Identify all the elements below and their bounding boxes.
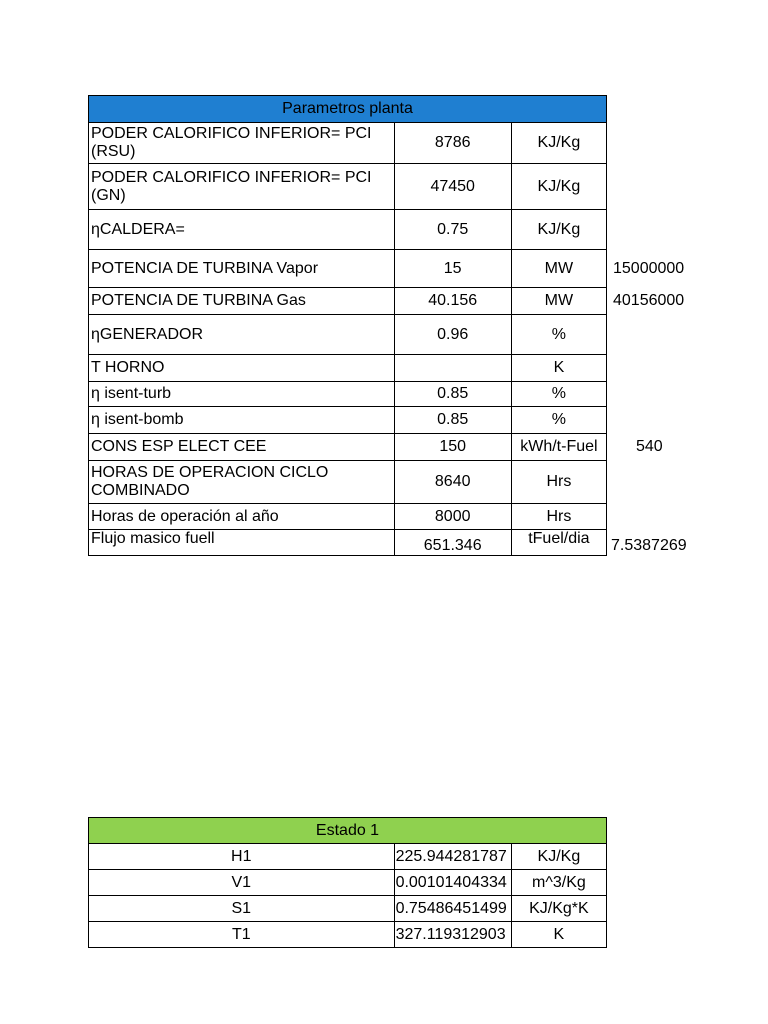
param-unit-cell[interactable]: % — [511, 407, 606, 434]
param-unit-cell[interactable]: tFuel/dia — [511, 530, 606, 556]
state-name-cell[interactable]: S1 — [89, 896, 395, 922]
state-row-t1 — [89, 922, 607, 948]
param-name-cell[interactable]: PODER CALORIFICO INFERIOR= PCI (RSU) — [89, 123, 395, 164]
param-name-cell[interactable]: CONS ESP ELECT CEE — [89, 434, 395, 461]
state-row-s1 — [89, 896, 607, 922]
state-unit-cell[interactable]: KJ/Kg — [511, 844, 606, 870]
param-unit-cell[interactable]: KJ/Kg — [511, 210, 606, 250]
param-value-cell[interactable] — [394, 355, 511, 382]
params-row-eta-generador — [89, 315, 607, 355]
param-unit-cell[interactable]: K — [511, 355, 606, 382]
params-row-horas-ano — [89, 504, 607, 530]
param-value-cell[interactable]: 8640 — [394, 461, 511, 504]
param-value-cell[interactable]: 40.156 — [394, 288, 511, 315]
params-row-horas-ciclo — [89, 461, 607, 504]
state-name-cell[interactable]: T1 — [89, 922, 395, 948]
params-row-isent-turb — [89, 382, 607, 407]
state-1-table — [88, 817, 607, 948]
param-value-cell[interactable]: 150 — [394, 434, 511, 461]
param-unit-cell[interactable]: MW — [511, 250, 606, 288]
param-unit-cell[interactable]: % — [511, 315, 606, 355]
state-unit-cell[interactable]: KJ/Kg*K — [511, 896, 606, 922]
param-unit-cell[interactable]: MW — [511, 288, 606, 315]
param-value-cell[interactable]: 0.96 — [394, 315, 511, 355]
state-value-cell[interactable]: 225.944281787 — [394, 844, 511, 870]
param-value-cell[interactable]: 8786 — [394, 123, 511, 164]
params-row-pci-rsu — [89, 123, 607, 164]
params-row-isent-bomb — [89, 407, 607, 434]
side-value-turbina-gas[interactable]: 40156000 — [613, 292, 685, 309]
param-unit-cell[interactable]: Hrs — [511, 461, 606, 504]
state-row-h1 — [89, 844, 607, 870]
params-row-pci-gn — [89, 164, 607, 210]
state-unit-cell[interactable]: K — [511, 922, 606, 948]
param-unit-cell[interactable]: Hrs — [511, 504, 606, 530]
params-row-t-horno — [89, 355, 607, 382]
param-name-cell[interactable]: ƞCALDERA= — [89, 210, 395, 250]
param-name-cell[interactable]: ƞ isent-bomb — [89, 407, 395, 434]
side-value-flujo-masico[interactable]: 7.5387269 — [611, 537, 687, 554]
params-row-eta-caldera — [89, 210, 607, 250]
param-name-cell[interactable]: HORAS DE OPERACION CICLO COMBINADO — [89, 461, 395, 504]
param-unit-cell[interactable]: % — [511, 382, 606, 407]
state-name-cell[interactable]: V1 — [89, 870, 395, 896]
param-value-cell[interactable]: 15 — [394, 250, 511, 288]
state-value-cell[interactable]: 0.75486451499 — [394, 896, 511, 922]
param-value-cell[interactable]: 651.346 — [394, 530, 511, 556]
plant-parameters-table — [88, 95, 607, 556]
param-value-cell[interactable]: 0.75 — [394, 210, 511, 250]
param-value-cell[interactable]: 0.85 — [394, 407, 511, 434]
params-header-row — [89, 96, 607, 123]
side-value-cons-esp[interactable]: 540 — [636, 438, 663, 455]
params-row-cons-esp — [89, 434, 607, 461]
param-value-cell[interactable]: 0.85 — [394, 382, 511, 407]
state-name-cell[interactable]: H1 — [89, 844, 395, 870]
param-name-cell[interactable]: ƞGENERADOR — [89, 315, 395, 355]
param-name-cell[interactable]: POTENCIA DE TURBINA Vapor — [89, 250, 395, 288]
param-unit-cell[interactable]: KJ/Kg — [511, 123, 606, 164]
side-value-turbina-vapor[interactable]: 15000000 — [613, 260, 685, 277]
param-name-cell[interactable]: Flujo masico fuell — [89, 530, 395, 556]
state-header-row — [89, 818, 607, 844]
state-title[interactable]: Estado 1 — [89, 818, 607, 844]
param-unit-cell[interactable]: kWh/t-Fuel — [511, 434, 606, 461]
params-row-turbina-gas — [89, 288, 607, 315]
param-name-cell[interactable]: PODER CALORIFICO INFERIOR= PCI (GN) — [89, 164, 395, 210]
state-row-v1 — [89, 870, 607, 896]
params-row-flujo-masico — [89, 530, 607, 556]
param-value-cell[interactable]: 47450 — [394, 164, 511, 210]
param-unit-cell[interactable]: KJ/Kg — [511, 164, 606, 210]
params-title[interactable]: Parametros planta — [89, 96, 607, 123]
param-name-cell[interactable]: T HORNO — [89, 355, 395, 382]
state-unit-cell[interactable]: m^3/Kg — [511, 870, 606, 896]
param-name-cell[interactable]: Horas de operación al año — [89, 504, 395, 530]
param-name-cell[interactable]: ƞ isent-turb — [89, 382, 395, 407]
params-row-turbina-vapor — [89, 250, 607, 288]
state-value-cell[interactable]: 0.00101404334 — [394, 870, 511, 896]
param-name-cell[interactable]: POTENCIA DE TURBINA Gas — [89, 288, 395, 315]
state-value-cell[interactable]: 327.119312903 — [394, 922, 511, 948]
param-value-cell[interactable]: 8000 — [394, 504, 511, 530]
